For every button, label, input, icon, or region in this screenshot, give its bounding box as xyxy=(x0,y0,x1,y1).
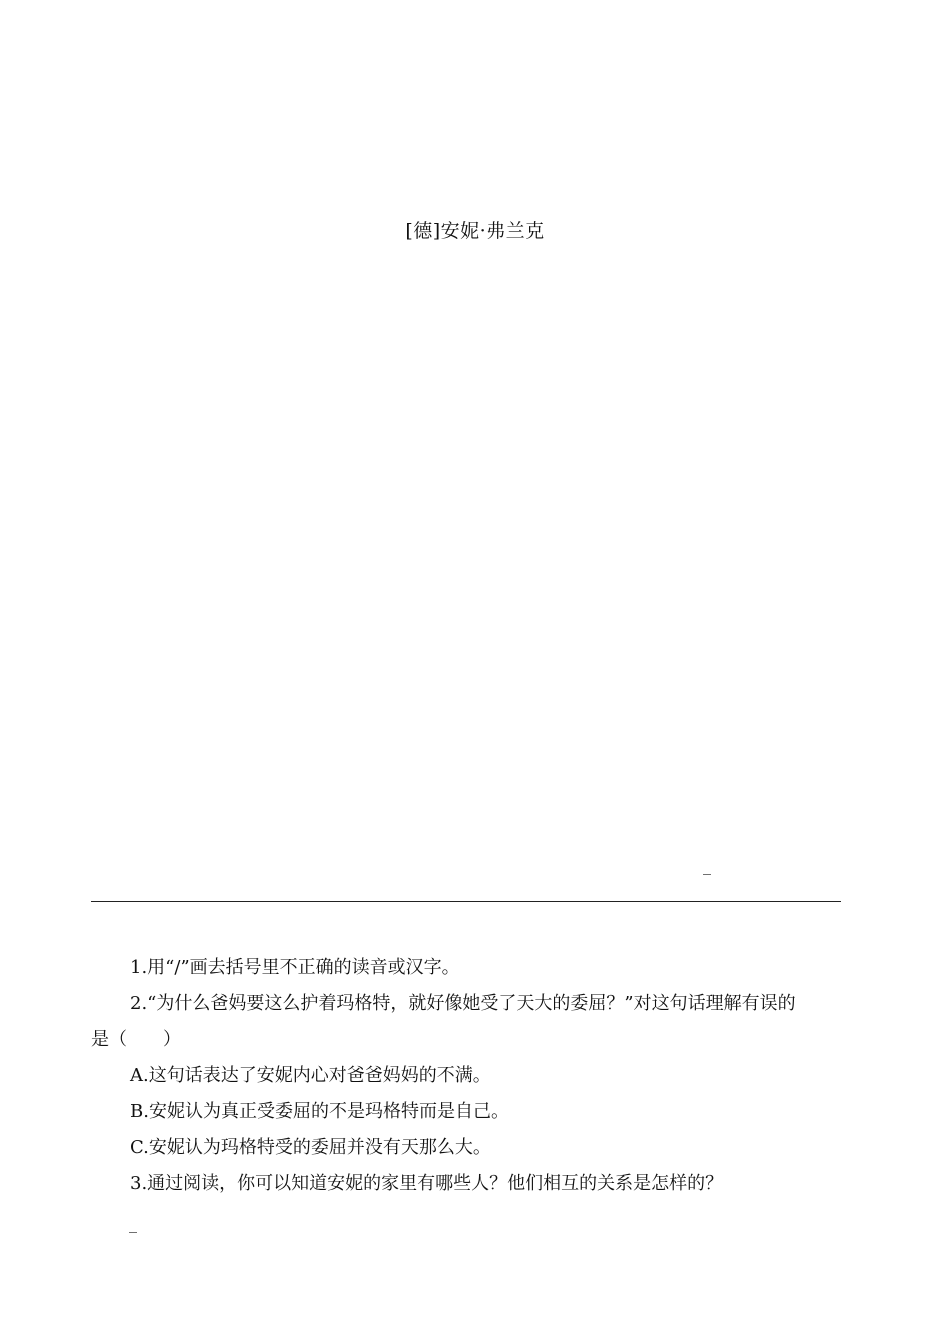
option-a: A.这句话表达了安妮内心对爸爸妈妈的不满。 xyxy=(130,1065,491,1086)
author-line: [德]安妮·弗兰克 xyxy=(405,220,545,242)
option-c: C.安妮认为玛格特受的委屈并没有天那么大。 xyxy=(130,1137,491,1158)
question-1: 1.用“/”画去括号里不正确的读音或汉字。 xyxy=(130,957,460,978)
question-3: 3.通过阅读，你可以知道安妮的家里有哪些人？他们相互的关系是怎样的？ xyxy=(130,1173,724,1194)
question-2-line-1: 2.“为什么爸妈要这么护着玛格特，就好像她受了天大的委屈？”对这句话理解有误的 xyxy=(130,993,796,1014)
question-2-line-2: 是（ ） xyxy=(91,1029,181,1050)
answer-blank-mark: _ xyxy=(129,1214,137,1233)
divider-line xyxy=(91,901,841,902)
option-b: B.安妮认为真正受委屈的不是玛格特而是自己。 xyxy=(130,1101,509,1122)
answer-blank-mark: _ xyxy=(703,856,711,875)
question-section xyxy=(91,950,863,1202)
